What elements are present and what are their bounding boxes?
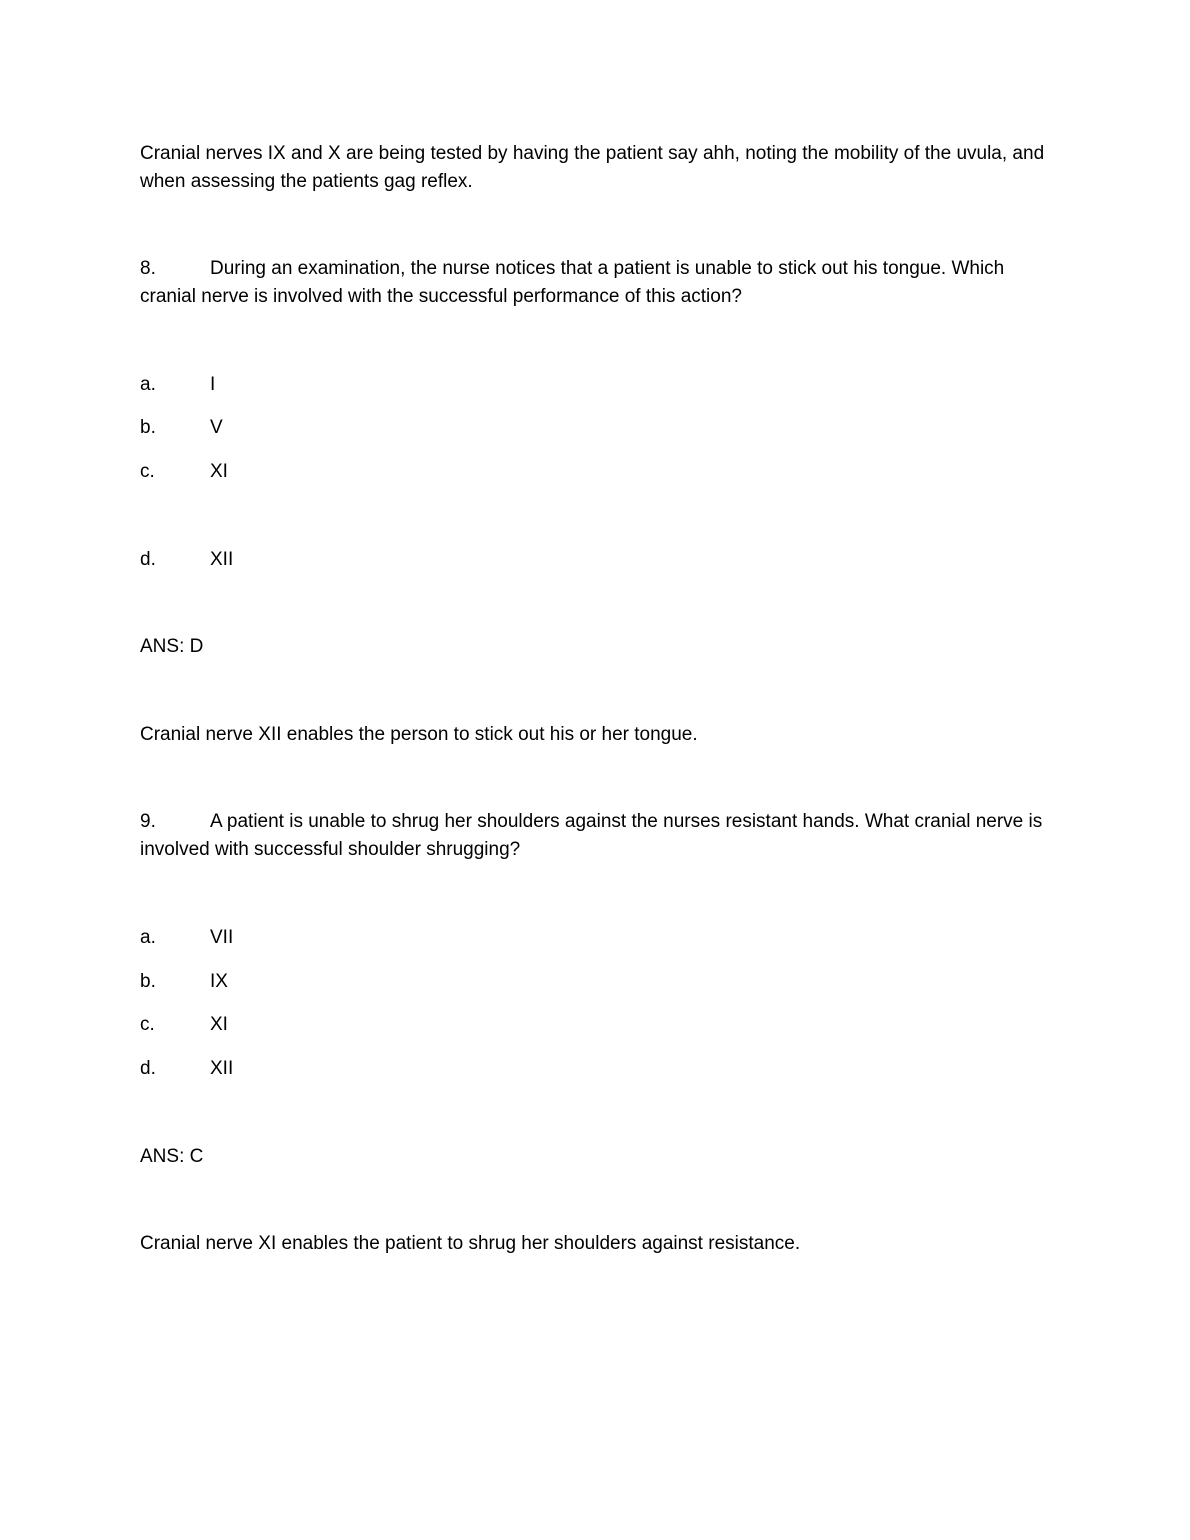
option-text: XI xyxy=(210,1014,228,1035)
option-text: XII xyxy=(210,1058,234,1079)
question-stem: A patient is unable to shrug her shoulders against the nurses resistant hands. What cranial nerve is involved with successful shoulder shrugging? xyxy=(140,811,1043,860)
option-text: VII xyxy=(210,927,234,948)
answer-9: ANS: C xyxy=(140,1146,204,1167)
question-stem: During an examination, the nurse notices that a patient is unable to stick out his tongue. Which cranial nerve is involved with the successful performance of this action? xyxy=(140,258,1005,307)
option-letter: a. xyxy=(140,374,156,395)
answer-8: ANS: D xyxy=(140,636,204,657)
intro-explanation: Cranial nerves IX and X are being tested by having the patient say ahh, noting the mobility of the uvula, and when assessing the patients gag reflex. xyxy=(140,143,1045,192)
option-8-b xyxy=(140,414,223,442)
option-letter: b. xyxy=(140,971,156,992)
question-9 xyxy=(140,808,1050,864)
option-letter: c. xyxy=(140,1014,155,1035)
option-letter: d. xyxy=(140,1058,156,1079)
option-9-c xyxy=(140,1011,228,1039)
option-8-d xyxy=(140,546,233,574)
option-9-d xyxy=(140,1055,233,1083)
option-text: XII xyxy=(210,549,234,570)
question-8 xyxy=(140,255,1050,311)
option-letter: b. xyxy=(140,417,156,438)
option-9-b xyxy=(140,968,228,996)
rationale-9: Cranial nerve XI enables the patient to shrug her shoulders against resistance. xyxy=(140,1233,801,1254)
option-8-c xyxy=(140,458,228,486)
option-text: IX xyxy=(210,971,228,992)
option-letter: a. xyxy=(140,927,156,948)
option-9-a xyxy=(140,924,233,952)
option-letter: c. xyxy=(140,461,155,482)
option-8-a xyxy=(140,371,215,399)
rationale-8: Cranial nerve XII enables the person to stick out his or her tongue. xyxy=(140,724,698,745)
question-number: 9. xyxy=(140,811,156,832)
option-text: I xyxy=(210,374,216,395)
option-letter: d. xyxy=(140,549,156,570)
question-number: 8. xyxy=(140,258,156,279)
option-text: V xyxy=(210,417,223,438)
option-text: XI xyxy=(210,461,228,482)
